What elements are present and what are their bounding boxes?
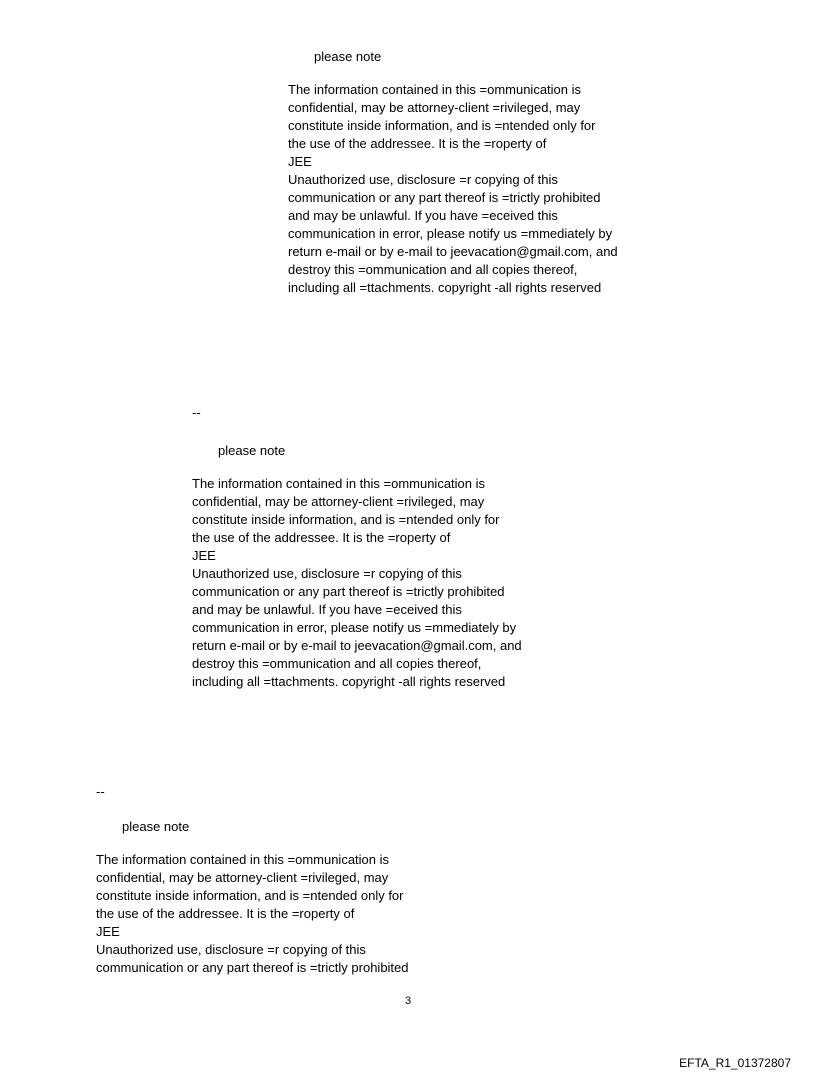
disclaimer-line: communication or any part thereof is =trictly prohibited bbox=[96, 960, 409, 975]
disclaimer-line: the use of the addressee. It is the =roperty of bbox=[96, 906, 355, 921]
disclaimer-line: The information contained in this =ommunication is bbox=[288, 82, 582, 97]
disclaimer-line: communication in error, please notify us =mmediately by bbox=[288, 226, 613, 241]
disclaimer-line: including all =ttachments. copyright -all rights reserved bbox=[288, 280, 602, 295]
disclaimer-line: JEE bbox=[288, 154, 312, 169]
disclaimer-block-3 bbox=[96, 818, 409, 977]
disclaimer-line: Unauthorized use, disclosure =r copying of this bbox=[96, 942, 366, 957]
disclaimer-line: destroy this =ommunication and all copies thereof, bbox=[192, 656, 482, 671]
please-note-heading: please note bbox=[218, 443, 286, 458]
disclaimer-line: The information contained in this =ommunication is bbox=[96, 852, 390, 867]
disclaimer-line: destroy this =ommunication and all copies thereof, bbox=[288, 262, 578, 277]
disclaimer-line: constitute inside information, and is =ntended only for bbox=[288, 118, 596, 133]
disclaimer-line: and may be unlawful. If you have =eceived this bbox=[288, 208, 558, 223]
document-id: EFTA_R1_01372807 bbox=[679, 1056, 791, 1070]
disclaimer-line: communication or any part thereof is =trictly prohibited bbox=[192, 584, 505, 599]
disclaimer-line: confidential, may be attorney-client =rivileged, may bbox=[96, 870, 389, 885]
disclaimer-line: confidential, may be attorney-client =rivileged, may bbox=[288, 100, 581, 115]
disclaimer-line: Unauthorized use, disclosure =r copying of this bbox=[192, 566, 462, 581]
disclaimer-line: including all =ttachments. copyright -all rights reserved bbox=[192, 674, 506, 689]
signature-separator: -- bbox=[192, 405, 201, 420]
disclaimer-line: JEE bbox=[96, 924, 120, 939]
disclaimer-line: and may be unlawful. If you have =eceived this bbox=[192, 602, 462, 617]
disclaimer-line: The information contained in this =ommunication is bbox=[192, 476, 486, 491]
disclaimer-body bbox=[192, 475, 522, 691]
disclaimer-line: constitute inside information, and is =ntended only for bbox=[192, 512, 500, 527]
disclaimer-block-1 bbox=[288, 48, 618, 297]
please-note-heading: please note bbox=[314, 49, 382, 64]
disclaimer-body bbox=[288, 81, 618, 297]
disclaimer-line: communication or any part thereof is =trictly prohibited bbox=[288, 190, 601, 205]
signature-separator: -- bbox=[96, 784, 105, 799]
disclaimer-body bbox=[96, 851, 409, 977]
disclaimer-line: return e-mail or by e-mail to jeevacation@gmail.com, and bbox=[192, 638, 522, 653]
disclaimer-line: confidential, may be attorney-client =rivileged, may bbox=[192, 494, 485, 509]
disclaimer-line: Unauthorized use, disclosure =r copying of this bbox=[288, 172, 558, 187]
disclaimer-line: the use of the addressee. It is the =roperty of bbox=[288, 136, 547, 151]
disclaimer-line: constitute inside information, and is =ntended only for bbox=[96, 888, 404, 903]
please-note-heading: please note bbox=[122, 819, 190, 834]
disclaimer-line: the use of the addressee. It is the =roperty of bbox=[192, 530, 451, 545]
disclaimer-line: communication in error, please notify us =mmediately by bbox=[192, 620, 517, 635]
disclaimer-line: JEE bbox=[192, 548, 216, 563]
disclaimer-line: return e-mail or by e-mail to jeevacation@gmail.com, and bbox=[288, 244, 618, 259]
disclaimer-block-2 bbox=[192, 442, 522, 691]
page-number: 3 bbox=[404, 995, 412, 1007]
